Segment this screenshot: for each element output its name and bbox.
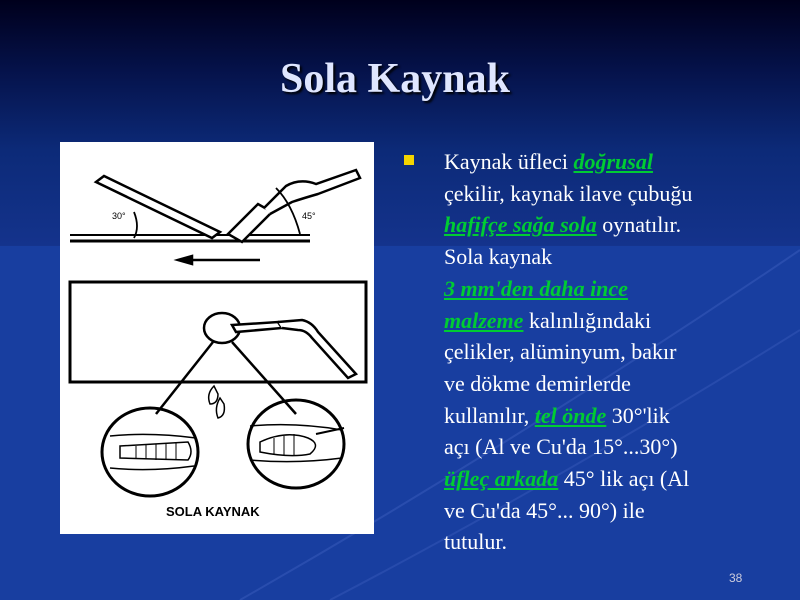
text-segment: çekilir, kaynak ilave çubuğu [444,180,693,206]
text-line [412,336,782,368]
text-segment: Sola kaynak [444,244,553,270]
text-segment: ve dökme demirlerde [444,370,631,396]
text-line [412,209,782,241]
text-line [412,400,782,432]
text-line [412,273,782,305]
text-segment: 30°'lik [606,402,670,428]
highlight-text: üfleç arkada [444,466,559,492]
text-segment: oynatılır. [596,212,682,238]
text-line [412,241,782,273]
text-segment: Kaynak üfleci [444,149,574,174]
text-segment: açı (Al ve Cu'da 15°...30°) [444,434,678,460]
bullet-icon [404,155,414,165]
highlight-text: malzeme [444,307,524,333]
text-line [412,146,782,178]
text-line [412,178,782,210]
text-segment: ve Cu'da 45°... 90°) ile [444,497,645,523]
angle-left-label: 30° [112,211,126,221]
text-line [412,368,782,400]
highlight-text: doğrusal [573,149,653,174]
text-segment: kullanılır, [444,402,535,428]
text-segment: çelikler, alüminyum, bakır [444,339,677,365]
slide-title: Sola Kaynak [280,56,510,102]
text-segment: 45° lik açı (Al [558,466,690,492]
text-line [412,305,782,337]
welding-diagram [60,142,374,534]
bullet-lines [412,146,782,558]
highlight-text: hafifçe sağa sola [444,212,597,238]
text-line [412,463,782,495]
text-segment: kalınlığındaki [523,307,652,333]
bullet-text [412,146,782,558]
text-segment: tutulur. [444,529,507,555]
text-line [412,495,782,527]
figure-caption: SOLA KAYNAK [166,504,260,519]
highlight-text: tel önde [534,402,607,428]
highlight-text: 3 mm'den daha ince [444,275,628,301]
text-line [412,526,782,558]
angle-right-label: 45° [302,211,316,221]
text-line [412,431,782,463]
page-number: 38 [729,571,743,585]
